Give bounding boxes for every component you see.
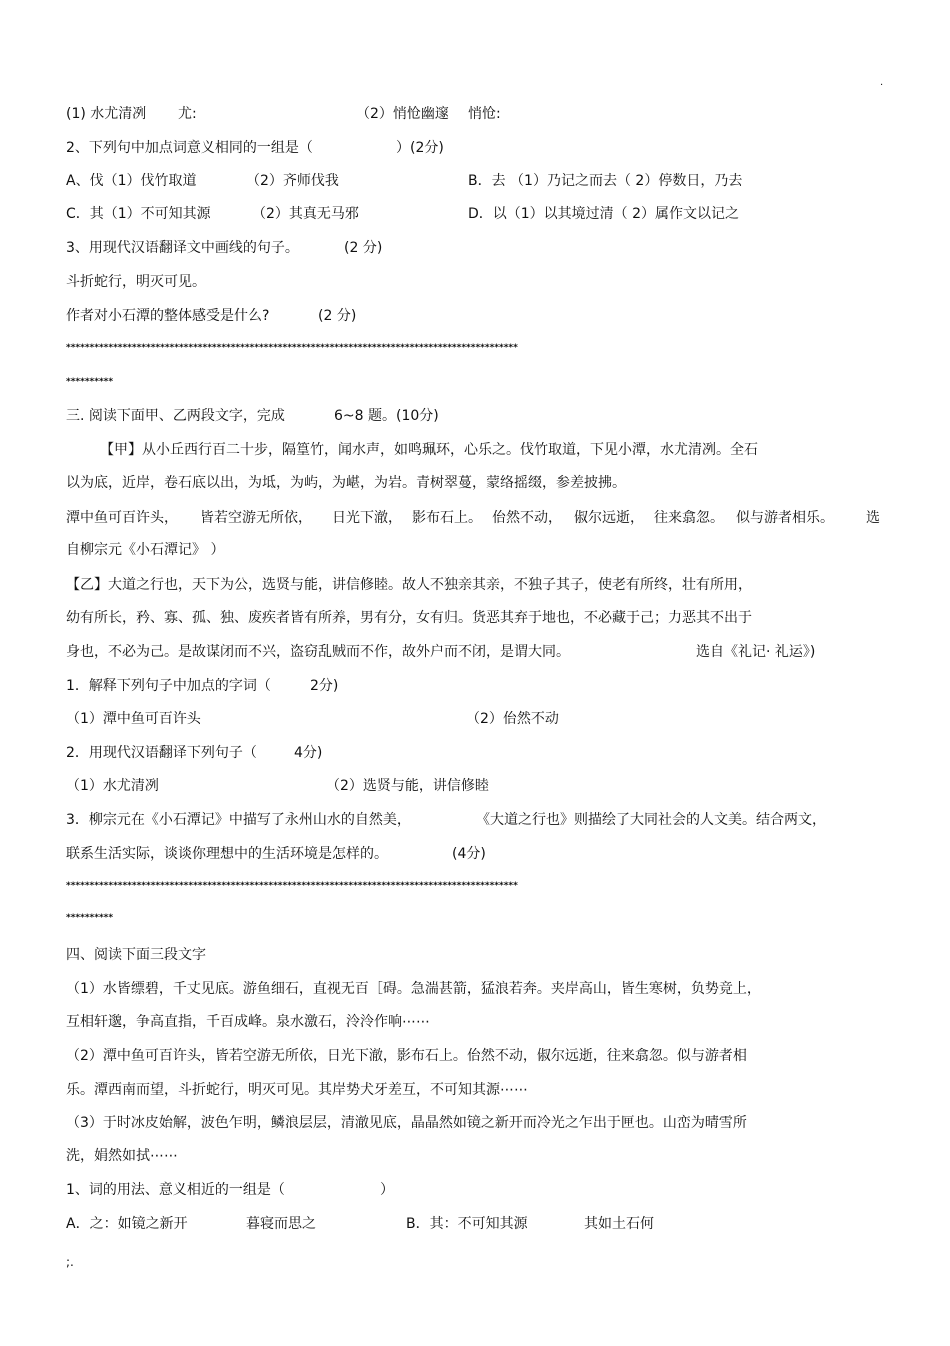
sec4-q1-option-b2: 其如土石何 (584, 1216, 654, 1232)
jia-clause-1: 潭中鱼可百许头， (66, 510, 178, 526)
sec3-q1-item-b: （2）佁然不动 (466, 711, 559, 727)
sec4-p3-line-1: （3）于时冰皮始解，波色乍明，鳞浪层层，清澈见底，晶晶然如镜之新开而冷光之乍出于匣也。山峦为晴雪所 (66, 1115, 747, 1131)
q3-stem: 3、用现代汉语翻译文中画线的句子。 (66, 240, 299, 256)
divider-2-short: ********** (66, 913, 114, 923)
sec3-jia-line-4: 自柳宗元《小石潭记》 ） (66, 542, 225, 558)
sec3-q2-stem: 2．用现代汉语翻译下列句子（ (66, 745, 257, 761)
sec3-q2-item-b: （2）选贤与能，讲信修睦 (326, 778, 489, 794)
yi-line-3-text: 身也，不必为己。是故谋闭而不兴，盗窃乱贼而不作，故外户而不闭，是谓大同。 (66, 644, 570, 660)
q3-score: (2 分) (344, 240, 383, 256)
divider-2-long: ************************************************************************************************ (66, 881, 518, 891)
sec3-yi-line-1: 【乙】大道之行也，天下为公，选贤与能，讲信修睦。故人不独亲其亲，不独子其子，使老有所终，壮有所用， (66, 577, 752, 593)
q4-stem: 作者对小石潭的整体感受是什么? (66, 308, 270, 324)
q2-option-c: C．其（1）不可知其源 (66, 206, 211, 222)
q1-item-b-term: 悄怆: (468, 106, 501, 122)
q2-option-d: D．以（1）以其境过清（ 2）属作文以记之 (468, 206, 740, 222)
q2-stem: 2、下列句中加点词意义相同的一组是（ (66, 140, 313, 156)
sec4-q1-option-b: B．其：不可知其源 (406, 1216, 528, 1232)
sec4-q1-stem-end: ） (380, 1182, 394, 1198)
sec3-jia-line-2: 以为底，近岸，卷石底以出，为坻，为屿，为嵁，为岩。青树翠蔓，蒙络摇缀，参差披拂。 (66, 475, 626, 491)
sec4-p3-line-2: 洗，娟然如拭⋯⋯ (66, 1148, 178, 1164)
jia-clause-2: 皆若空游无所依， (200, 510, 312, 526)
jia-clause-4: 影布石上。 (412, 510, 482, 526)
sec3-jia-line-1: 【甲】从小丘西行百二十步，隔篁竹，闻水声，如鸣珮环，心乐之。伐竹取道，下见小潭，水尤清冽。全石 (100, 442, 758, 458)
yi-source: 选自《礼记· 礼运》) (696, 644, 816, 660)
sec4-p2-line-2: 乐。潭西南而望，斗折蛇行，明灭可见。其岸势犬牙差互，不可知其源⋯⋯ (66, 1082, 528, 1098)
q2-option-c2: （2）其真无马邪 (252, 206, 359, 222)
sec3-q3-part-a: 3．柳宗元在《小石潭记》中描写了永州山水的自然美， (66, 812, 411, 828)
sec3-q1-score: 2分) (310, 678, 339, 694)
sec4-title: 四、阅读下面三段文字 (66, 947, 206, 963)
sec4-p2-line-1: （2）潭中鱼可百许头，皆若空游无所依，日光下澈，影布石上。佁然不动，俶尔远逝，往来翕忽。似与游者相 (66, 1048, 747, 1064)
sec3-q1-item-a: （1）潭中鱼可百许头 (66, 711, 201, 727)
sec3-q3-score: (4分) (452, 846, 486, 862)
sec3-q2-score: 4分) (294, 745, 323, 761)
jia-clause-5: 佁然不动， (492, 510, 562, 526)
sec3-title-range: 6~8 题。(10分) (334, 408, 439, 424)
sec3-title: 三. 阅读下面甲、乙两段文字，完成 (66, 408, 285, 424)
sec4-p1-line-1: （1）水皆缥碧，千丈见底。游鱼细石，直视无百［碍。急湍甚箭，猛浪若奔。夹岸高山，皆生寒树，负势竞上， (66, 981, 761, 997)
corner-mark: · (880, 80, 884, 91)
divider-1-short: ********** (66, 377, 114, 387)
jia-clause-3: 日光下澈， (332, 510, 402, 526)
q2-option-a2: （2）齐师伐我 (246, 173, 339, 189)
sec3-q2-item-a: （1）水尤清冽 (66, 778, 159, 794)
sec3-q3-line-2-text: 联系生活实际，谈谈你理想中的生活环境是怎样的。 (66, 846, 388, 862)
page-footer: ;. (66, 1255, 74, 1269)
divider-1-long: ************************************************************************************************ (66, 343, 518, 353)
q2-option-a: A、伐（1）伐竹取道 (66, 173, 197, 189)
sec3-q3-part-b: 《大道之行也》则描绘了大同社会的人文美。结合两文， (476, 812, 826, 828)
jia-clause-9: 选 (866, 510, 880, 526)
sec4-q1-option-a: A．之：如镜之新开 (66, 1216, 188, 1232)
jia-clause-7: 往来翕忽。 (654, 510, 724, 526)
sec3-yi-line-2: 幼有所长，矜、寡、孤、独、废疾者皆有所养，男有分，女有归。货恶其弃于地也，不必藏于己；力恶其不出于 (66, 610, 752, 626)
jia-clause-6: 俶尔远逝， (574, 510, 644, 526)
sec4-q1-stem: 1、词的用法、意义相近的一组是（ (66, 1182, 285, 1198)
q1-item-a-term: 尤: (178, 106, 197, 122)
sec4-q1-option-a2: 暮寝而思之 (246, 1216, 316, 1232)
q1-item-b: （2）悄怆幽邃 (356, 106, 449, 122)
jia-clause-8: 似与游者相乐。 (736, 510, 834, 526)
q3-sentence: 斗折蛇行，明灭可见。 (66, 274, 206, 290)
q1-item-a: (1) 水尤清冽 (66, 106, 147, 122)
sec4-p1-line-2: 互相轩邈，争高直指，千百成峰。泉水激石，泠泠作响⋯⋯ (66, 1014, 430, 1030)
q2-stem-end: ）(2分) (396, 140, 444, 156)
sec3-q1-stem: 1．解释下列句子中加点的字词（ (66, 678, 271, 694)
q4-score: (2 分) (318, 308, 357, 324)
q2-option-b: B．去 （1）乃记之而去（ 2）停数日，乃去 (468, 173, 743, 189)
